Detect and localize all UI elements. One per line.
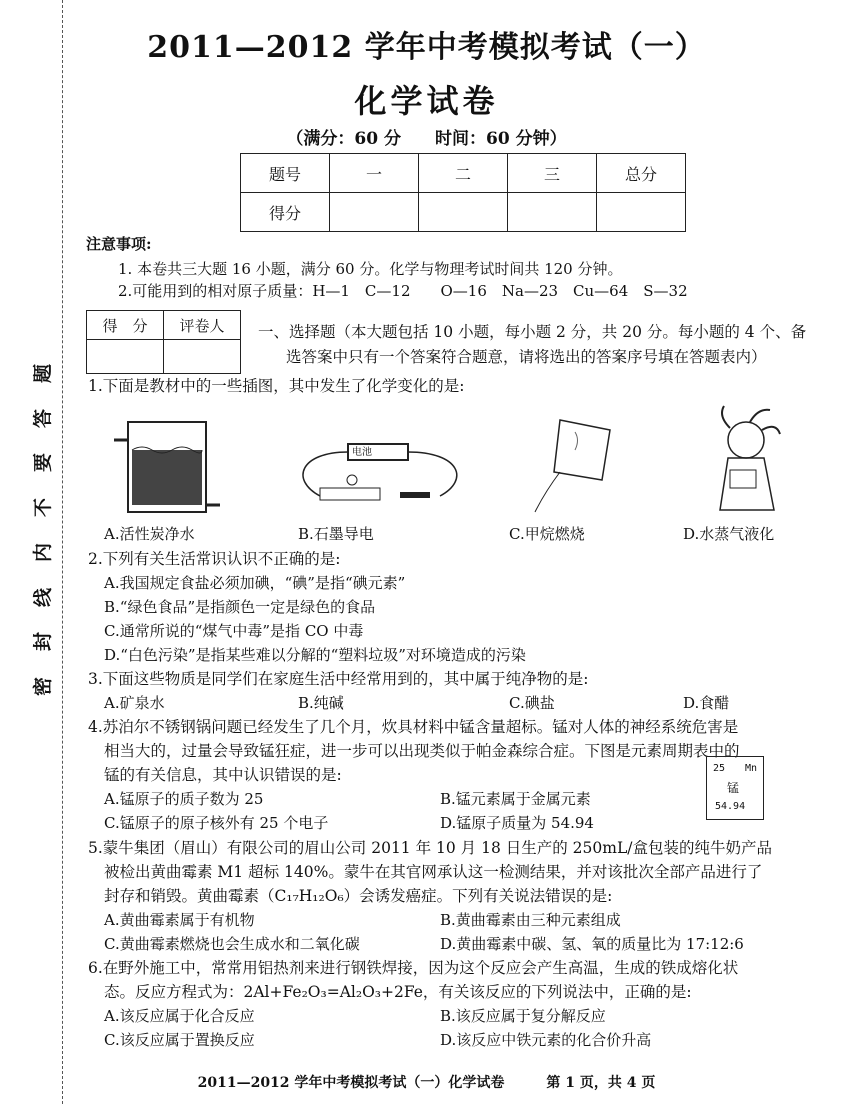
- question-stem: 锰的有关信息，其中认识错误的是:: [104, 766, 342, 784]
- page-footer: 2011—2012 学年中考模拟考试（一）化学试卷 第 1 页，共 4 页: [197, 1075, 656, 1091]
- option: B.纯碱: [298, 694, 344, 712]
- option: A.我国规定食盐必须加碘，“碘”是指“碘元素”: [104, 574, 406, 592]
- option: C.碘盐: [509, 694, 555, 712]
- question-stem: 相当大的，过量会导致锰狂症，进一步可以出现类似于帕金森综合症。下图是元素周期表中的: [104, 742, 740, 760]
- subject-title: 化学试卷: [354, 82, 499, 120]
- exam-title: 2011—2012 学年中考模拟考试（一）: [147, 30, 706, 65]
- option: D.食醋: [683, 694, 730, 712]
- exam-info: （满分：60 分 时间：60 分钟）: [286, 129, 567, 149]
- question-stem: 3.下面这些物质是同学们在家庭生活中经常用到的，其中属于纯净物的是:: [88, 670, 589, 688]
- option: C.该反应属于置换反应: [104, 1031, 255, 1049]
- option: D.“白色污染”是指某些难以分解的“塑料垃圾”对环境造成的污染: [104, 646, 526, 664]
- circuit-picture: [290, 440, 470, 512]
- option: B.“绿色食品”是指颜色一定是绿色的食品: [104, 598, 376, 616]
- option: C.通常所说的“煤气中毒”是指 CO 中毒: [104, 622, 364, 640]
- option: A.锰原子的质子数为 25: [104, 790, 264, 808]
- score-cell[interactable]: [330, 193, 419, 232]
- option: D.锰原子质量为 54.94: [440, 814, 594, 832]
- manganese-element-card: 25 Mn 锰 54.94: [706, 756, 764, 820]
- notice-item: 2.可能用到的相对原子质量：H—1 C—12 O—16 Na—23 Cu—64 S—32: [118, 282, 688, 300]
- option: B.该反应属于复分解反应: [440, 1007, 606, 1025]
- score-cell[interactable]: [419, 193, 508, 232]
- option: B.石墨导电: [298, 525, 374, 543]
- question-stem: 2.下列有关生活常识认识不正确的是:: [88, 550, 341, 568]
- section-heading-cont: 选答案中只有一个答案符合题意，请将选出的答案序号填在答题表内）: [286, 348, 767, 366]
- question-stem: 6.在野外施工中，常常用铝热剂来进行钢铁焊接，因为这个反应会产生高温，生成的铁成熔化状: [88, 959, 739, 977]
- question-stem: 1.下面是教材中的一些插图，其中发生了化学变化的是:: [88, 377, 465, 395]
- option: D.黄曲霉素中碳、氢、氧的质量比为 17:12:6: [440, 935, 744, 953]
- water-vapor-picture: [700, 400, 790, 518]
- option: D.水蒸气液化: [683, 525, 775, 543]
- question-stem: 4.苏泊尔不锈钢锅问题已经发生了几个月，炊具材料中锰含量超标。锰对人体的神经系统危害是: [88, 718, 739, 736]
- option: A.活性炭净水: [104, 525, 195, 543]
- option: A.该反应属于化合反应: [104, 1007, 255, 1025]
- grader-table: 得 分 评卷人: [86, 310, 241, 374]
- option: C.锰原子的原子核外有 25 个电子: [104, 814, 329, 832]
- notice-item: 1. 本卷共三大题 16 小题，满分 60 分。化学与物理考试时间共 120 分钟。: [118, 260, 623, 278]
- question-stem: 封存和销毁。黄曲霉素（C₁₇H₁₂O₆）会诱发癌症。下列有关说法错误的是:: [104, 887, 613, 905]
- option: A.矿泉水: [104, 694, 165, 712]
- section-heading: 一、选择题（本大题包括 10 小题，每小题 2 分，共 20 分。每小题的 4 个、备: [258, 323, 807, 341]
- carbon-filter-picture: [110, 410, 225, 518]
- score-table: 题号 一 二 三 总分 得分: [240, 153, 686, 232]
- option: D.该反应中铁元素的化合价升高: [440, 1031, 652, 1049]
- battery-label: 电池: [352, 447, 372, 458]
- grader-score-cell[interactable]: [87, 340, 164, 374]
- option: A.黄曲霉素属于有机物: [104, 911, 255, 929]
- score-cell[interactable]: [508, 193, 597, 232]
- seal-line: [62, 0, 63, 1104]
- question-stem: 态。反应方程式为：2Al+Fe₂O₃=Al₂O₃+2Fe，有关该反应的下列说法中，正确的是:: [104, 983, 692, 1001]
- option: C.黄曲霉素燃烧也会生成水和二氧化碳: [104, 935, 360, 953]
- option: B.黄曲霉素由三种元素组成: [440, 911, 621, 929]
- question-stem: 5.蒙牛集团（眉山）有限公司的眉山公司 2011 年 10 月 18 日生产的 250mL/盒包装的纯牛奶产品: [88, 839, 772, 857]
- seal-line-notice: 题 答 要 不 内 线 封 密: [32, 363, 55, 696]
- option: C.甲烷燃烧: [509, 525, 585, 543]
- question-stem: 被检出黄曲霉素 M1 超标 140%。蒙牛在其官网承认这一检测结果，并对该批次全部产品进行了: [104, 863, 763, 881]
- grader-name-cell[interactable]: [164, 340, 241, 374]
- option: B.锰元素属于金属元素: [440, 790, 591, 808]
- notice-title: 注意事项:: [86, 235, 152, 253]
- methane-burning-picture: [520, 410, 620, 518]
- score-cell[interactable]: [597, 193, 686, 232]
